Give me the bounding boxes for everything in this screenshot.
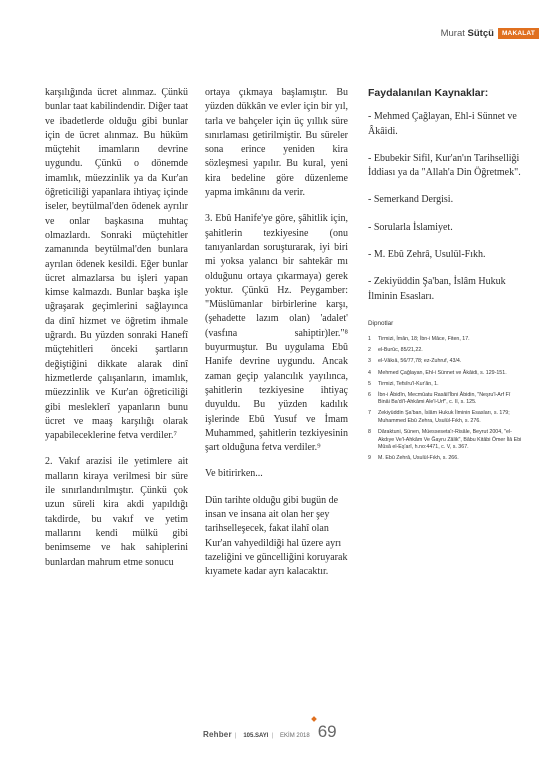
paragraph: ortaya çıkmaya başlamıştır. Bu yüzden dükkân ve evler için bir yıl, tarla ve bahçeler için üç yıllık süre sınırlaması getirilmiştir. Bu süreler sona erince yeniden kira sözleşmesi yapılır. Bu kural, yeni kira bedeline göre düzenleme yapma imkânını da verir. xyxy=(205,87,348,199)
footnote-number: 4 xyxy=(368,369,371,376)
footnote xyxy=(368,455,523,463)
footnote-text: el-Vâkıâ, 56/77,78; ez-Zuhruf, 43/4. xyxy=(378,358,462,365)
page-number xyxy=(318,722,337,742)
footnote xyxy=(368,429,523,452)
divider: | xyxy=(271,733,274,739)
footnote-number: 5 xyxy=(368,380,371,387)
source-item: - Ebubekir Sifil, Kur'an'ın Tarihselliği İddiası ya da "Allah'a Din Öğretmek". xyxy=(368,152,521,179)
paragraph: 2. Vakıf arazisi ile yetimlere ait malların kiraya verilmesi bir süre ile sınırlandırılmıştır. Çünkü çok uzun süreli kira akdi yapıldığı takdirde, bu vakıf ve yetim mallarını kendi mülkü gibi benimseme ve hak sahiplerini bunlardan mahrum etme sonucu xyxy=(45,456,188,568)
column-3 xyxy=(368,86,523,466)
footnote xyxy=(368,392,523,407)
footnote xyxy=(368,336,523,344)
page-number-text: 69 xyxy=(317,722,337,741)
accent-mark xyxy=(311,716,317,722)
author-name xyxy=(441,28,494,39)
closing-paragraph: Dün tarihte olduğu gibi bugün de insan ve insana ait olan her şey tarihselleşecek, fakat ilahî olan Kur'an vahyedildiği hal üzere ayrı tazeliğini ve güncelliğini koruyarak kıyamete kadar ayrı kalacaktır. xyxy=(205,494,348,578)
paragraph: 3. Ebû Hanife'ye göre, şâhitlik için, şahitlerin tezkiyesine (onu tanıyanlardan soruşturarak, iyi biri mi yoksa yalancı bir sahtekâr mı olduğunu ortaya çıkarmaya) gerek yoktur. Çünkü Hz. Peygamber: "Müslümanlar birbirlerine karşı, (şehadette lazım olan) 'adalet' (vasfına sahiptir)ler."⁸ buyurmuştur. Bu uygulama Ebû Hanife devrine uygundu. Ancak zaman geçip yalancılık yayılınca, şahitlerin tezkiyesine ihtiyaç duyuldu. Bu yüzden kadılık işlerinde Ebû Yusuf ve İmam Muhammed, şahitlerin tezkiyesinin şart olduğuna fetva verdiler.⁹ xyxy=(205,213,348,454)
source-item: - Semerkand Dergisi. xyxy=(368,194,454,206)
footnote-text: Tirmizi, Tefsîru'l-Kur'ân, 1. xyxy=(378,380,439,387)
footnote-text: Zekiyüddin Şa'ban, İslâm Hukuk İlminin Esasları, s. 179; Muhammed Ebû Zehra, Usulül-Fıkh, s. 276. xyxy=(378,410,510,425)
source-item: - Mehmed Çağlayan, Ehl-i Sünnet ve Âkâidi. xyxy=(368,111,517,137)
page-header xyxy=(441,28,539,39)
source-item: - M. Ebû Zehrâ, Usulül-Fıkh. xyxy=(368,249,486,261)
source-item: - Sorularla İslamiyet. xyxy=(368,221,453,233)
paragraph: karşılığında ücret alınmaz. Çünkü bunlar taat kabilindendir. Diğer taat ve ibadetlerde olduğu gibi bunlar için de ücret alınmaz. Bu hüküm müçtehit imamların devrine uygundu. Çünkü o dönemde imamlık, müezzinlik ya da Kur'an öğreticiliği yapanlara ihtiyaç içinde iseler, beytülmal'den ödenek ayrılır ve onlar başkasına muhtaç olmazlardı. Sonraki müçtehitler zamanında beytülmal'den bunlara ayrılan ödenek kesildi. Eğer bunlar ücret almazlarsa bu işleri yapan kimse kalmazdı. Bunlar başka işle uğraşarak geçimlerini sağlayınca da dinî hizmet ve öğretim ihmale uğrardı. Bu yüzden sonraki Hanefî müçtehitleri önceki şartların değiştiğini dikkate alarak dinî hizmetlerde çalışanların, imamlık, müezzinlik ve Kur'an öğreticiliği gibi mesleklerî yapanların bunu ücret ve maaş karşılığı olarak yapabileceklerine fetva verdiler.⁷ xyxy=(45,87,188,442)
section-tag: MAKALAT xyxy=(498,28,539,39)
footnote-text: M. Ebû Zehrâ, Usulül-Fıkh, s. 266. xyxy=(378,455,459,462)
footnote-text: İbn-i Âbidîn, Mecmûatu Rasâil'İbni Âbidin, "Neşru'l-Arf Fî Binâi Ba'di'l-Ahkâmi Ale'l-Urf", c. II, s. 125. xyxy=(378,391,511,406)
issue-date: EKİM 2018 xyxy=(280,733,310,739)
page-footer xyxy=(203,722,337,742)
column-1 xyxy=(45,86,188,582)
footnote xyxy=(368,347,523,355)
issue-number-text: 105.SAYI xyxy=(243,733,269,739)
divider: | xyxy=(234,733,237,739)
footnote-number: 9 xyxy=(368,455,371,462)
footnote-text: Mehmed Çağlayan, Ehl-i Sünnet ve Âkâidi, s. 129-151. xyxy=(378,369,507,376)
footnote-number: 8 xyxy=(368,429,371,436)
footnotes-list xyxy=(368,336,523,463)
footnote-number: 2 xyxy=(368,347,371,354)
footnote-number: 3 xyxy=(368,358,371,365)
footnotes-title: Dipnotlar xyxy=(368,319,394,327)
footnote xyxy=(368,370,523,378)
footnote xyxy=(368,381,523,389)
footnote-number: 6 xyxy=(368,391,371,398)
footnote xyxy=(368,410,523,425)
column-2 xyxy=(205,86,348,592)
footnote-text: Tirmizi, İmân, 18; İbn-i Mâce, Fiten, 17. xyxy=(378,336,470,343)
issue-number xyxy=(243,733,268,739)
magazine-logo: Rehber xyxy=(203,730,232,739)
author-last-name: Sütçü xyxy=(467,28,494,39)
footnote-number: 1 xyxy=(368,336,371,343)
footnote-number: 7 xyxy=(368,410,371,417)
footnote-text: el-Burûc, 85/21,22. xyxy=(378,347,423,354)
footnote xyxy=(368,358,523,366)
closing-heading: Ve bitirirken... xyxy=(205,468,263,480)
sources-title: Faydalanılan Kaynaklar: xyxy=(368,87,489,99)
source-item: - Zekiyüddin Şa'ban, İslâm Hukuk İlminin Esasları. xyxy=(368,276,506,302)
author-first-name: Murat xyxy=(440,28,465,39)
footnote-text: Dâraktuni, Sünen, Müesseseta'r-Risâle, Beyrut 2004, "el-Akdıye Ve'l-Ahkâm Ve Ğayru Zâlik", Bâbu Kitâbi Ömer İlâ Ebi Mûsâ el-Eş'arî, h.no:4471, c. V, s. 367. xyxy=(378,429,522,451)
